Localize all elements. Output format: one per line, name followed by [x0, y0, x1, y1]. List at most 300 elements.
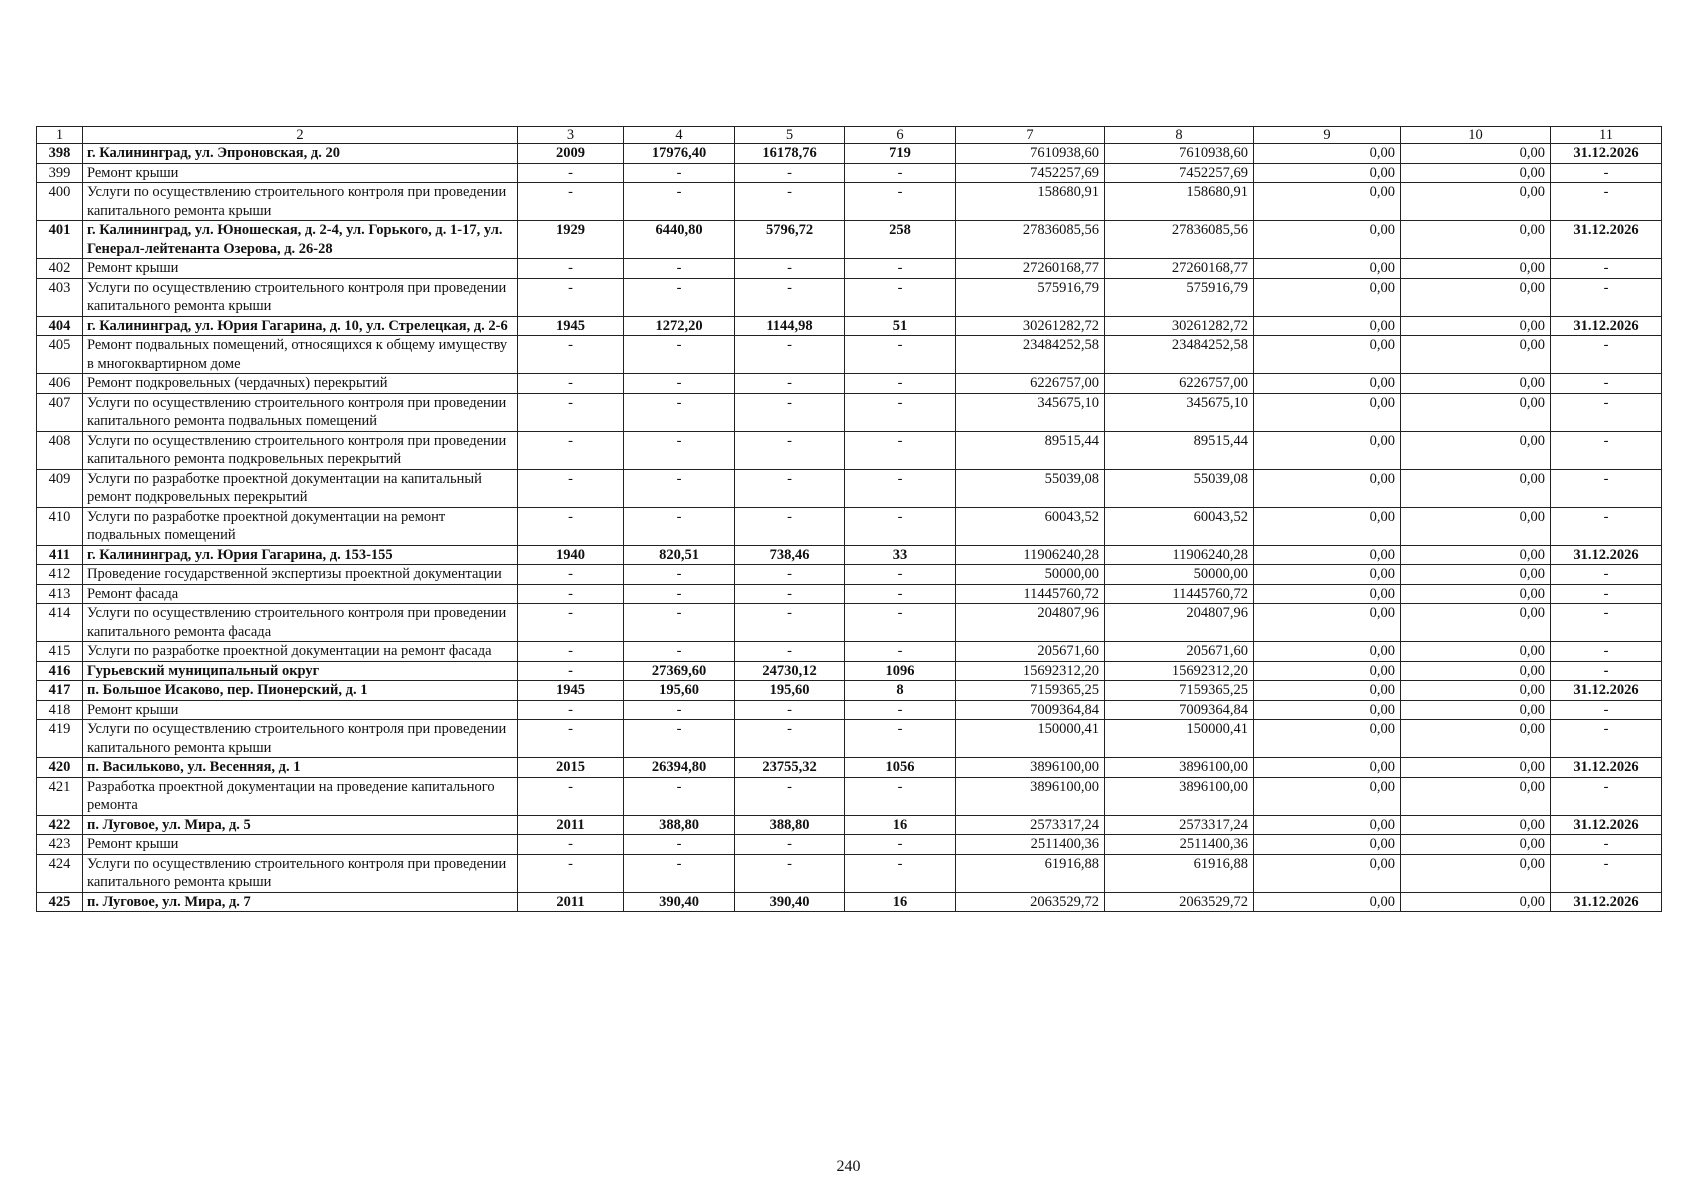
living-area-cell: - — [735, 584, 845, 604]
living-area-cell: 195,60 — [735, 681, 845, 701]
other-cost-cell: 0,00 — [1401, 144, 1551, 164]
budget-cost-cell: 0,00 — [1254, 336, 1401, 374]
row-description: Услуги по осуществлению строительного контроля при проведении капитального ремонта крыши — [83, 854, 518, 892]
other-cost-cell: 0,00 — [1401, 681, 1551, 701]
residents-cell: 33 — [845, 545, 956, 565]
fund-cost-cell: 7009364,84 — [1105, 700, 1254, 720]
living-area-cell: - — [735, 835, 845, 855]
row-description: Услуги по разработке проектной документации на ремонт подвальных помещений — [83, 507, 518, 545]
year-cell: 1945 — [518, 316, 624, 336]
total-cost-cell: 27260168,77 — [956, 259, 1105, 279]
row-description: Проведение государственной экспертизы проектной документации — [83, 565, 518, 585]
total-cost-cell: 11906240,28 — [956, 545, 1105, 565]
row-description: Услуги по осуществлению строительного контроля при проведении капитального ремонта крыши — [83, 278, 518, 316]
fund-cost-cell: 2573317,24 — [1105, 815, 1254, 835]
total-cost-cell: 7009364,84 — [956, 700, 1105, 720]
row-description: Ремонт подвальных помещений, относящихся к общему имуществу в многоквартирном доме — [83, 336, 518, 374]
total-cost-cell: 6226757,00 — [956, 374, 1105, 394]
row-description: Ремонт крыши — [83, 163, 518, 183]
fund-cost-cell: 158680,91 — [1105, 183, 1254, 221]
table-row — [37, 545, 1662, 565]
row-description: Услуги по разработке проектной документации на ремонт фасада — [83, 642, 518, 662]
year-cell: 2011 — [518, 815, 624, 835]
row-description: г. Калининград, ул. Юрия Гагарина, д. 10, ул. Стрелецкая, д. 2-6 — [83, 316, 518, 336]
year-cell: 1940 — [518, 545, 624, 565]
residents-cell: 719 — [845, 144, 956, 164]
total-cost-cell: 575916,79 — [956, 278, 1105, 316]
other-cost-cell: 0,00 — [1401, 374, 1551, 394]
living-area-cell: - — [735, 374, 845, 394]
residents-cell: - — [845, 183, 956, 221]
residents-cell: 8 — [845, 681, 956, 701]
row-number: 410 — [37, 507, 83, 545]
deadline-cell: - — [1551, 374, 1662, 394]
row-description: Услуги по осуществлению строительного контроля при проведении капитального ремонта крыши — [83, 183, 518, 221]
row-description: Услуги по осуществлению строительного контроля при проведении капитального ремонта подкровельных перекрытий — [83, 431, 518, 469]
residents-cell: 258 — [845, 221, 956, 259]
total-area-cell: - — [624, 642, 735, 662]
column-number: 11 — [1551, 127, 1662, 144]
total-area-cell: - — [624, 259, 735, 279]
total-area-cell: 388,80 — [624, 815, 735, 835]
year-cell: - — [518, 393, 624, 431]
year-cell: - — [518, 431, 624, 469]
total-area-cell: 195,60 — [624, 681, 735, 701]
year-cell: - — [518, 507, 624, 545]
fund-cost-cell: 345675,10 — [1105, 393, 1254, 431]
other-cost-cell: 0,00 — [1401, 892, 1551, 912]
row-description: п. Луговое, ул. Мира, д. 5 — [83, 815, 518, 835]
row-number: 412 — [37, 565, 83, 585]
residents-cell: - — [845, 507, 956, 545]
deadline-cell: 31.12.2026 — [1551, 221, 1662, 259]
table-row — [37, 642, 1662, 662]
total-area-cell: 27369,60 — [624, 661, 735, 681]
budget-cost-cell: 0,00 — [1254, 431, 1401, 469]
total-area-cell: - — [624, 278, 735, 316]
row-number: 409 — [37, 469, 83, 507]
budget-cost-cell: 0,00 — [1254, 777, 1401, 815]
other-cost-cell: 0,00 — [1401, 720, 1551, 758]
other-cost-cell: 0,00 — [1401, 584, 1551, 604]
other-cost-cell: 0,00 — [1401, 854, 1551, 892]
other-cost-cell: 0,00 — [1401, 469, 1551, 507]
table-body — [37, 127, 1662, 912]
fund-cost-cell: 50000,00 — [1105, 565, 1254, 585]
living-area-cell: 1144,98 — [735, 316, 845, 336]
residents-cell: - — [845, 584, 956, 604]
total-cost-cell: 30261282,72 — [956, 316, 1105, 336]
column-number: 10 — [1401, 127, 1551, 144]
total-area-cell: - — [624, 854, 735, 892]
deadline-cell: - — [1551, 584, 1662, 604]
row-number: 423 — [37, 835, 83, 855]
deadline-cell: - — [1551, 835, 1662, 855]
table-row — [37, 183, 1662, 221]
row-number: 405 — [37, 336, 83, 374]
fund-cost-cell: 30261282,72 — [1105, 316, 1254, 336]
budget-cost-cell: 0,00 — [1254, 278, 1401, 316]
living-area-cell: - — [735, 336, 845, 374]
total-area-cell: - — [624, 604, 735, 642]
deadline-cell: - — [1551, 777, 1662, 815]
residents-cell: - — [845, 431, 956, 469]
deadline-cell: - — [1551, 259, 1662, 279]
residents-cell: - — [845, 720, 956, 758]
residents-cell: - — [845, 469, 956, 507]
budget-cost-cell: 0,00 — [1254, 815, 1401, 835]
table-row — [37, 336, 1662, 374]
row-description: г. Калининград, ул. Юрия Гагарина, д. 153-155 — [83, 545, 518, 565]
year-cell: - — [518, 854, 624, 892]
row-description: Ремонт крыши — [83, 700, 518, 720]
living-area-cell: - — [735, 278, 845, 316]
other-cost-cell: 0,00 — [1401, 700, 1551, 720]
residents-cell: - — [845, 163, 956, 183]
budget-cost-cell: 0,00 — [1254, 854, 1401, 892]
deadline-cell: - — [1551, 661, 1662, 681]
table-row — [37, 163, 1662, 183]
total-cost-cell: 3896100,00 — [956, 758, 1105, 778]
other-cost-cell: 0,00 — [1401, 565, 1551, 585]
row-number: 402 — [37, 259, 83, 279]
total-area-cell: - — [624, 336, 735, 374]
total-cost-cell: 2573317,24 — [956, 815, 1105, 835]
row-number: 418 — [37, 700, 83, 720]
budget-cost-cell: 0,00 — [1254, 469, 1401, 507]
row-number: 411 — [37, 545, 83, 565]
row-description: п. Васильково, ул. Весенняя, д. 1 — [83, 758, 518, 778]
total-cost-cell: 3896100,00 — [956, 777, 1105, 815]
residents-cell: - — [845, 259, 956, 279]
fund-cost-cell: 6226757,00 — [1105, 374, 1254, 394]
row-number: 414 — [37, 604, 83, 642]
row-description: Гурьевский муниципальный округ — [83, 661, 518, 681]
total-area-cell: 1272,20 — [624, 316, 735, 336]
other-cost-cell: 0,00 — [1401, 604, 1551, 642]
total-cost-cell: 15692312,20 — [956, 661, 1105, 681]
row-number: 415 — [37, 642, 83, 662]
row-number: 416 — [37, 661, 83, 681]
budget-cost-cell: 0,00 — [1254, 144, 1401, 164]
total-cost-cell: 345675,10 — [956, 393, 1105, 431]
living-area-cell: - — [735, 507, 845, 545]
residents-cell: 16 — [845, 892, 956, 912]
fund-cost-cell: 11906240,28 — [1105, 545, 1254, 565]
residents-cell: - — [845, 835, 956, 855]
table-row — [37, 720, 1662, 758]
row-description: Ремонт подкровельных (чердачных) перекрытий — [83, 374, 518, 394]
total-area-cell: - — [624, 835, 735, 855]
residents-cell: - — [845, 374, 956, 394]
row-description: п. Большое Исаково, пер. Пионерский, д. 1 — [83, 681, 518, 701]
row-description: Услуги по осуществлению строительного контроля при проведении капитального ремонта подвальных помещений — [83, 393, 518, 431]
fund-cost-cell: 150000,41 — [1105, 720, 1254, 758]
total-area-cell: - — [624, 183, 735, 221]
budget-cost-cell: 0,00 — [1254, 183, 1401, 221]
row-number: 419 — [37, 720, 83, 758]
fund-cost-cell: 7610938,60 — [1105, 144, 1254, 164]
table-row — [37, 431, 1662, 469]
fund-cost-cell: 23484252,58 — [1105, 336, 1254, 374]
budget-cost-cell: 0,00 — [1254, 507, 1401, 545]
deadline-cell: 31.12.2026 — [1551, 758, 1662, 778]
row-description: Услуги по осуществлению строительного контроля при проведении капитального ремонта крыши — [83, 720, 518, 758]
column-number: 6 — [845, 127, 956, 144]
table-row — [37, 507, 1662, 545]
column-number: 9 — [1254, 127, 1401, 144]
other-cost-cell: 0,00 — [1401, 259, 1551, 279]
budget-cost-cell: 0,00 — [1254, 316, 1401, 336]
budget-cost-cell: 0,00 — [1254, 374, 1401, 394]
budget-cost-cell: 0,00 — [1254, 835, 1401, 855]
residents-cell: - — [845, 278, 956, 316]
total-cost-cell: 7159365,25 — [956, 681, 1105, 701]
total-cost-cell: 2063529,72 — [956, 892, 1105, 912]
works-table — [36, 126, 1662, 912]
fund-cost-cell: 205671,60 — [1105, 642, 1254, 662]
year-cell: - — [518, 835, 624, 855]
deadline-cell: 31.12.2026 — [1551, 144, 1662, 164]
row-number: 400 — [37, 183, 83, 221]
total-area-cell: 820,51 — [624, 545, 735, 565]
year-cell: - — [518, 661, 624, 681]
deadline-cell: - — [1551, 507, 1662, 545]
year-cell: - — [518, 584, 624, 604]
budget-cost-cell: 0,00 — [1254, 758, 1401, 778]
fund-cost-cell: 7159365,25 — [1105, 681, 1254, 701]
row-number: 403 — [37, 278, 83, 316]
total-cost-cell: 205671,60 — [956, 642, 1105, 662]
total-cost-cell: 89515,44 — [956, 431, 1105, 469]
deadline-cell: - — [1551, 393, 1662, 431]
residents-cell: 16 — [845, 815, 956, 835]
budget-cost-cell: 0,00 — [1254, 642, 1401, 662]
column-number: 8 — [1105, 127, 1254, 144]
living-area-cell: 388,80 — [735, 815, 845, 835]
living-area-cell: - — [735, 700, 845, 720]
residents-cell: 1056 — [845, 758, 956, 778]
row-description: Разработка проектной документации на проведение капитального ремонта — [83, 777, 518, 815]
year-cell: - — [518, 604, 624, 642]
page-number: 240 — [836, 1158, 861, 1175]
living-area-cell: - — [735, 393, 845, 431]
other-cost-cell: 0,00 — [1401, 431, 1551, 469]
residents-cell: - — [845, 642, 956, 662]
year-cell: - — [518, 469, 624, 507]
table-row — [37, 259, 1662, 279]
year-cell: - — [518, 336, 624, 374]
year-cell: 2011 — [518, 892, 624, 912]
total-area-cell: - — [624, 163, 735, 183]
deadline-cell: 31.12.2026 — [1551, 815, 1662, 835]
deadline-cell: 31.12.2026 — [1551, 681, 1662, 701]
living-area-cell: 24730,12 — [735, 661, 845, 681]
budget-cost-cell: 0,00 — [1254, 545, 1401, 565]
total-area-cell: 17976,40 — [624, 144, 735, 164]
table-row — [37, 144, 1662, 164]
other-cost-cell: 0,00 — [1401, 777, 1551, 815]
total-cost-cell: 27836085,56 — [956, 221, 1105, 259]
total-cost-cell: 7610938,60 — [956, 144, 1105, 164]
total-cost-cell: 55039,08 — [956, 469, 1105, 507]
column-number: 2 — [83, 127, 518, 144]
other-cost-cell: 0,00 — [1401, 815, 1551, 835]
living-area-cell: - — [735, 777, 845, 815]
table-row — [37, 221, 1662, 259]
fund-cost-cell: 55039,08 — [1105, 469, 1254, 507]
other-cost-cell: 0,00 — [1401, 835, 1551, 855]
year-cell: - — [518, 720, 624, 758]
row-number: 398 — [37, 144, 83, 164]
year-cell: - — [518, 278, 624, 316]
other-cost-cell: 0,00 — [1401, 221, 1551, 259]
living-area-cell: 738,46 — [735, 545, 845, 565]
budget-cost-cell: 0,00 — [1254, 720, 1401, 758]
row-description: Ремонт крыши — [83, 835, 518, 855]
total-cost-cell: 50000,00 — [956, 565, 1105, 585]
deadline-cell: - — [1551, 565, 1662, 585]
row-number: 422 — [37, 815, 83, 835]
other-cost-cell: 0,00 — [1401, 316, 1551, 336]
table-row — [37, 584, 1662, 604]
other-cost-cell: 0,00 — [1401, 661, 1551, 681]
row-number: 425 — [37, 892, 83, 912]
other-cost-cell: 0,00 — [1401, 278, 1551, 316]
deadline-cell: 31.12.2026 — [1551, 892, 1662, 912]
table-row — [37, 316, 1662, 336]
row-number: 421 — [37, 777, 83, 815]
living-area-cell: - — [735, 163, 845, 183]
total-cost-cell: 7452257,69 — [956, 163, 1105, 183]
table-row — [37, 604, 1662, 642]
living-area-cell: 390,40 — [735, 892, 845, 912]
living-area-cell: - — [735, 854, 845, 892]
row-number: 408 — [37, 431, 83, 469]
residents-cell: - — [845, 565, 956, 585]
living-area-cell: - — [735, 183, 845, 221]
living-area-cell: - — [735, 604, 845, 642]
row-number: 420 — [37, 758, 83, 778]
deadline-cell: - — [1551, 163, 1662, 183]
fund-cost-cell: 15692312,20 — [1105, 661, 1254, 681]
other-cost-cell: 0,00 — [1401, 163, 1551, 183]
budget-cost-cell: 0,00 — [1254, 604, 1401, 642]
year-cell: - — [518, 700, 624, 720]
row-number: 413 — [37, 584, 83, 604]
total-cost-cell: 204807,96 — [956, 604, 1105, 642]
fund-cost-cell: 3896100,00 — [1105, 758, 1254, 778]
fund-cost-cell: 11445760,72 — [1105, 584, 1254, 604]
deadline-cell: - — [1551, 720, 1662, 758]
fund-cost-cell: 89515,44 — [1105, 431, 1254, 469]
column-number: 3 — [518, 127, 624, 144]
fund-cost-cell: 60043,52 — [1105, 507, 1254, 545]
table-row — [37, 681, 1662, 701]
budget-cost-cell: 0,00 — [1254, 259, 1401, 279]
living-area-cell: - — [735, 642, 845, 662]
row-number: 404 — [37, 316, 83, 336]
deadline-cell: 31.12.2026 — [1551, 316, 1662, 336]
fund-cost-cell: 3896100,00 — [1105, 777, 1254, 815]
column-number: 5 — [735, 127, 845, 144]
year-cell: 1929 — [518, 221, 624, 259]
total-area-cell: - — [624, 565, 735, 585]
row-number: 406 — [37, 374, 83, 394]
other-cost-cell: 0,00 — [1401, 545, 1551, 565]
total-area-cell: - — [624, 584, 735, 604]
column-number-row — [37, 127, 1662, 144]
living-area-cell: 23755,32 — [735, 758, 845, 778]
year-cell: - — [518, 259, 624, 279]
table-row — [37, 835, 1662, 855]
row-description: Услуги по осуществлению строительного контроля при проведении капитального ремонта фасада — [83, 604, 518, 642]
deadline-cell: - — [1551, 642, 1662, 662]
row-description: Ремонт крыши — [83, 259, 518, 279]
other-cost-cell: 0,00 — [1401, 507, 1551, 545]
living-area-cell: 5796,72 — [735, 221, 845, 259]
other-cost-cell: 0,00 — [1401, 642, 1551, 662]
year-cell: 2009 — [518, 144, 624, 164]
row-description: п. Луговое, ул. Мира, д. 7 — [83, 892, 518, 912]
budget-cost-cell: 0,00 — [1254, 221, 1401, 259]
table-row — [37, 565, 1662, 585]
living-area-cell: - — [735, 565, 845, 585]
total-area-cell: - — [624, 469, 735, 507]
row-description: Ремонт фасада — [83, 584, 518, 604]
row-number: 407 — [37, 393, 83, 431]
column-number: 1 — [37, 127, 83, 144]
total-cost-cell: 60043,52 — [956, 507, 1105, 545]
year-cell: 2015 — [518, 758, 624, 778]
living-area-cell: - — [735, 720, 845, 758]
residents-cell: - — [845, 336, 956, 374]
fund-cost-cell: 575916,79 — [1105, 278, 1254, 316]
row-description: г. Калининград, ул. Юношеская, д. 2-4, ул. Горького, д. 1-17, ул. Генерал-лейтенанта Озерова, д. 26-28 — [83, 221, 518, 259]
column-number: 7 — [956, 127, 1105, 144]
residents-cell: - — [845, 604, 956, 642]
fund-cost-cell: 61916,88 — [1105, 854, 1254, 892]
deadline-cell: - — [1551, 431, 1662, 469]
table-row — [37, 469, 1662, 507]
total-area-cell: 6440,80 — [624, 221, 735, 259]
living-area-cell: - — [735, 431, 845, 469]
year-cell: - — [518, 374, 624, 394]
year-cell: - — [518, 183, 624, 221]
living-area-cell: - — [735, 469, 845, 507]
deadline-cell: - — [1551, 183, 1662, 221]
table-row — [37, 892, 1662, 912]
budget-cost-cell: 0,00 — [1254, 163, 1401, 183]
budget-cost-cell: 0,00 — [1254, 661, 1401, 681]
table-row — [37, 393, 1662, 431]
row-number: 417 — [37, 681, 83, 701]
fund-cost-cell: 204807,96 — [1105, 604, 1254, 642]
total-area-cell: - — [624, 777, 735, 815]
total-area-cell: - — [624, 374, 735, 394]
row-number: 401 — [37, 221, 83, 259]
total-area-cell: - — [624, 720, 735, 758]
deadline-cell: - — [1551, 278, 1662, 316]
table-row — [37, 278, 1662, 316]
total-area-cell: 26394,80 — [624, 758, 735, 778]
budget-cost-cell: 0,00 — [1254, 681, 1401, 701]
table-row — [37, 700, 1662, 720]
budget-cost-cell: 0,00 — [1254, 393, 1401, 431]
other-cost-cell: 0,00 — [1401, 336, 1551, 374]
total-area-cell: - — [624, 393, 735, 431]
total-cost-cell: 11445760,72 — [956, 584, 1105, 604]
